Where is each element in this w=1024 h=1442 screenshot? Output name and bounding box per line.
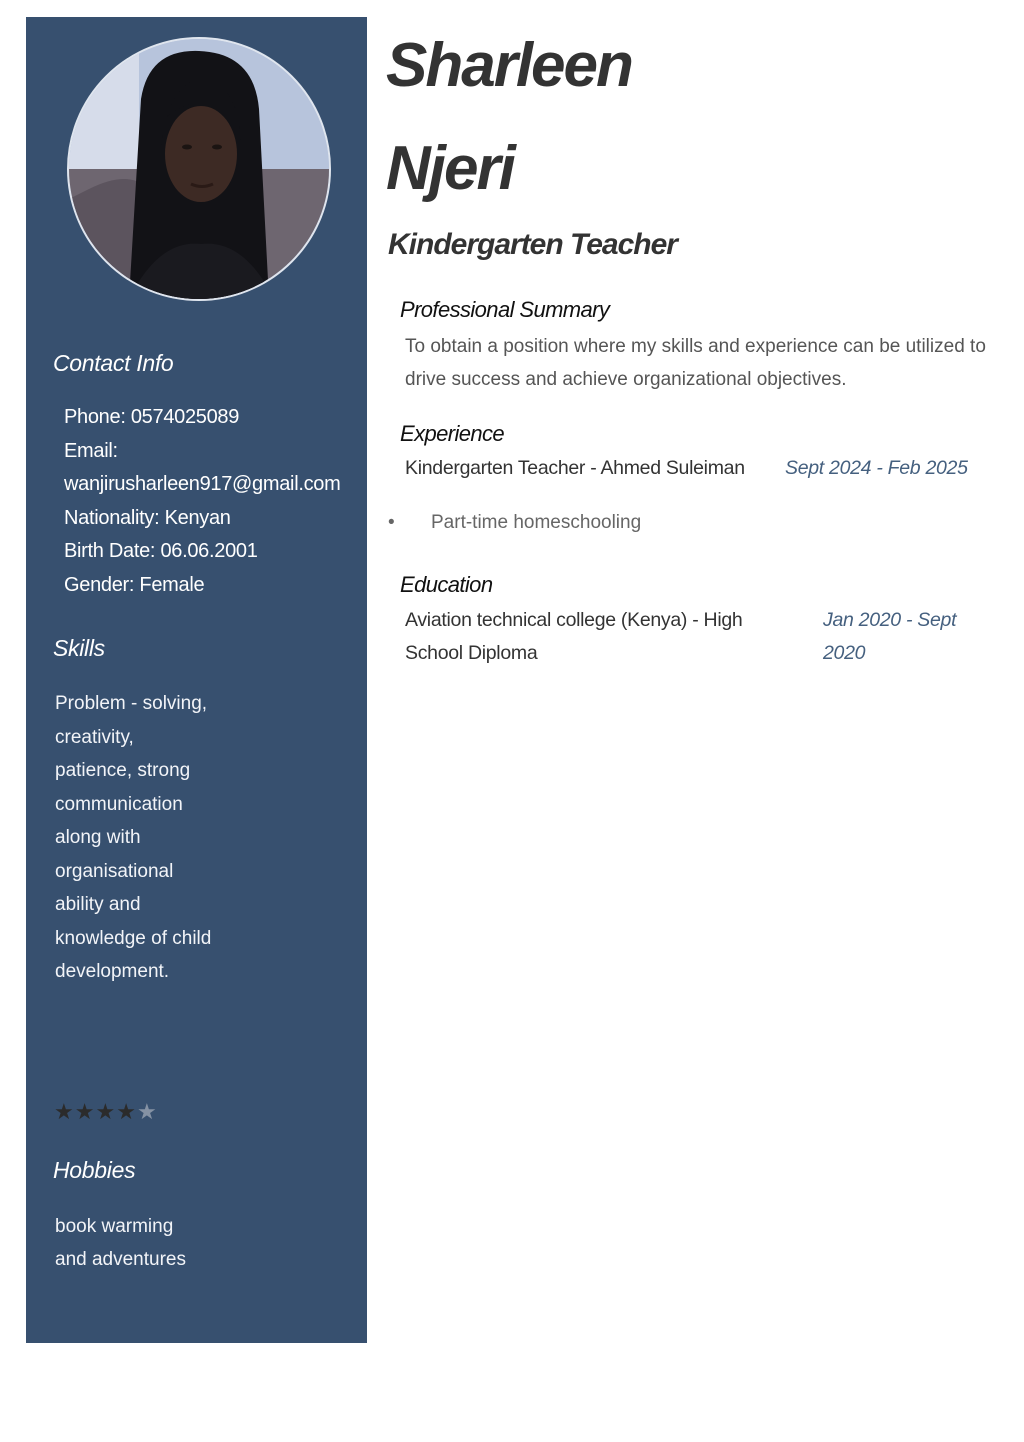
star-filled-icon: ★: [116, 1099, 137, 1124]
education-title: Aviation technical college (Kenya) - High School Diploma: [405, 609, 743, 664]
avatar: [67, 37, 331, 301]
experience-bullet-text: Part-time homeschooling: [431, 512, 642, 533]
star-filled-icon: ★: [54, 1099, 75, 1124]
education-dates: Jan 2020 - Sept 2020: [823, 609, 957, 664]
star-filled-icon: ★: [74, 1099, 96, 1124]
contact-info: [64, 401, 340, 603]
email-label: Email:: [64, 439, 118, 462]
birth-date-text: Birth Date: 06.06.2001: [64, 540, 258, 563]
experience-title: Kindergarten Teacher - Ahmed Suleiman: [405, 457, 745, 479]
gender-text: Gender: Female: [64, 573, 205, 596]
hobbies-heading: Hobbies: [53, 1157, 136, 1183]
profile-photo: [69, 39, 329, 299]
hobbies-text: book warming and adventures: [55, 1216, 186, 1270]
nationality-text: Nationality: Kenyan: [64, 506, 231, 529]
sidebar: [26, 17, 367, 1343]
experience-heading: Experience: [400, 421, 505, 446]
star-empty-icon: ★: [136, 1099, 158, 1124]
summary-text: To obtain a position where my skills and experience can be utilized to drive success and achieve organizational objectives.: [405, 336, 986, 390]
job-title: Kindergarten Teacher: [388, 228, 677, 261]
first-name: Sharleen: [386, 31, 632, 100]
bullet-icon: •: [388, 512, 395, 533]
star-filled-icon: ★: [95, 1099, 117, 1124]
phone-text: Phone: 0574025089: [64, 406, 240, 428]
summary-heading: Professional Summary: [400, 297, 610, 322]
contact-heading: Contact Info: [53, 350, 174, 376]
experience-bullet: [388, 508, 641, 538]
skills-heading: Skills: [53, 635, 105, 661]
skills-rating: [54, 1099, 158, 1125]
skills-text: Problem - solving, creativity, patience, strong communication along with organisational ability and knowledge of child development.: [55, 693, 212, 982]
last-name: Njeri: [386, 134, 514, 203]
email-text: wanjirusharleen917@gmail.com: [64, 473, 341, 496]
experience-dates: Sept 2024 - Feb 2025: [785, 457, 968, 479]
education-heading: Education: [400, 572, 493, 597]
